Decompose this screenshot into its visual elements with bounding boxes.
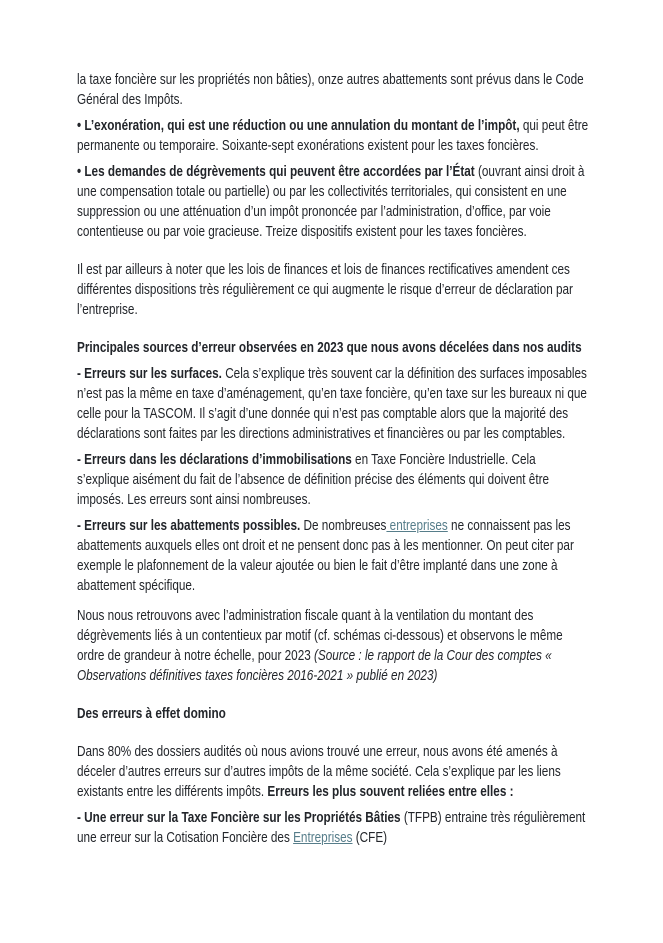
finance-laws-note	[77, 260, 589, 320]
surface-errors-item	[77, 364, 589, 444]
degrevements-bullet-lead: • Les demandes de dégrèvements qui peuvent être accordées par l’État	[77, 164, 475, 180]
ventilation-paragraph	[77, 606, 589, 686]
document-content	[77, 70, 589, 854]
entreprises-cfe-link[interactable]: Entreprises	[293, 830, 353, 846]
tfpb-cfe-tail: (CFE)	[352, 830, 388, 846]
domino-intro-paragraph	[77, 742, 589, 802]
exoneration-bullet-rest: qui peut être permanente ou temporaire. Soixante-sept exonérations existent pour les taxes foncières.	[77, 118, 589, 154]
exoneration-bullet	[77, 116, 589, 156]
abattements-errors-rest: ne connaissent pas les abattements auxquels elles ont droit et ne pensent donc pas à les mentionner. On peut citer par exemple le plafonnement de la valeur ajoutée ou bien le fait d’être implanté dans une zone à abattement spécifique.	[77, 518, 574, 594]
surface-errors-lead: - Erreurs sur les surfaces.	[77, 366, 222, 382]
tfpb-cfe-item	[77, 808, 589, 848]
entreprises-link[interactable]: entreprises	[386, 518, 448, 534]
error-sources-heading: Principales sources d’erreur observées en 2023 que nous avons décelées dans nos audits	[77, 340, 582, 356]
domino-intro-bold-tail: Erreurs les plus souvent reliées entre elles :	[267, 784, 514, 800]
immobilisations-errors-lead: - Erreurs dans les déclarations d’immobilisations	[77, 452, 352, 468]
tfpb-cfe-lead: - Une erreur sur la Taxe Foncière sur les Propriétés Bâties	[77, 810, 401, 826]
surface-errors-rest: Cela s’explique très souvent car la définition des surfaces imposables n’est pas la même en taxe d’aménagement, qu’en taxe foncière, qu’en taxe sur les bureaux ni que celle pour la TASCOM. Il s’agit d’une donnée qui n’est pas comptable alors que la majorité des déclarations sont faites par les directions administratives et financières ou par les comptables.	[77, 366, 587, 442]
ventilation-source-citation: (Source : le rapport de la Cour des comptes « Observations définitives taxes foncières 2016-2021 » publié en 2023)	[77, 648, 552, 684]
domino-heading: Des erreurs à effet domino	[77, 706, 226, 722]
immobilisations-errors-rest: en Taxe Foncière Industrielle. Cela s’explique aisément du fait de l’absence de définition précise des éléments qui doivent être imposés. Les erreurs sont ainsi nombreuses.	[77, 452, 550, 508]
tfpb-cfe-mid: (TFPB) entraine très régulièrement une erreur sur la Cotisation Foncière des	[77, 810, 586, 846]
intro-paragraph	[77, 70, 589, 110]
abattements-errors-pre: De nombreuses	[300, 518, 387, 534]
degrevements-bullet	[77, 162, 589, 242]
immobilisations-errors-item	[77, 450, 589, 510]
ventilation-text: Nous nous retrouvons avec l’administration fiscale quant à la ventilation du montant des dégrèvements liés à un contentieux par motif (cf. schémas ci-dessous) et observons le même ordre de grandeur à notre échelle, pour 2023	[77, 608, 563, 664]
degrevements-bullet-rest: (ouvrant ainsi droit à une compensation totale ou partielle) ou par les collectivités territoriales, qui consistent en une suppression ou une atténuation d’un impôt prononcée par l’administration, d’office, par voie contentieuse ou par voie gracieuse. Treize dispositifs existent pour les taxes foncières.	[77, 164, 585, 240]
intro-text: la taxe foncière sur les propriétés non bâties), onze autres abattements sont prévus dans le Code Général des Impôts.	[77, 72, 584, 108]
abattements-errors-lead: - Erreurs sur les abattements possibles.	[77, 518, 301, 534]
finance-laws-note-text: Il est par ailleurs à noter que les lois de finances et lois de finances rectificatives amendent ces différentes dispositions très régulièrement ce qui augmente le risque d’erreur de déclaration par l’entreprise.	[77, 262, 573, 318]
abattements-errors-item	[77, 516, 589, 596]
exoneration-bullet-lead: • L’exonération, qui est une réduction ou une annulation du montant de l’impôt,	[77, 118, 520, 134]
domino-intro-text: Dans 80% des dossiers audités où nous avions trouvé une erreur, nous avons été amenés à déceler d’autres erreurs sur d’autres impôts de la même société. Cela s’explique par les liens existants entre les différents impôts.	[77, 744, 561, 800]
